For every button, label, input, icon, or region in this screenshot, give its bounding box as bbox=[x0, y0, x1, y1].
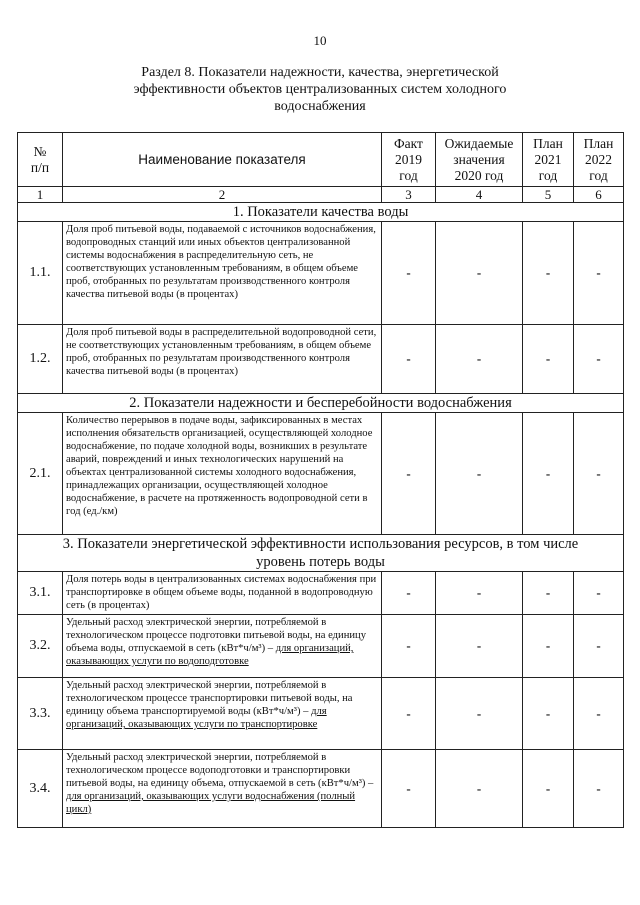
section-3-title-line2: уровень потерь воды bbox=[256, 554, 385, 570]
table-row bbox=[18, 222, 624, 325]
header-plan-2022 bbox=[574, 133, 624, 187]
section-3-title bbox=[18, 535, 624, 572]
indicator-text-main: Удельный расход электрической энергии, потребляемой в технологическом процессе подготовки питьевой воды, на единицу объема воды, отпускаемой в сеть (кВт*ч/м³) – bbox=[66, 617, 367, 654]
header-plan21-line2: 2021 bbox=[534, 151, 562, 167]
indicator-text-underlined: для организаций, оказывающих услуги по водоподготовке bbox=[66, 643, 354, 667]
header-plan21-line1: План bbox=[533, 135, 563, 151]
heading-line-1: Раздел 8. Показатели надежности, качества, энергетической bbox=[141, 65, 499, 80]
indicator-text: Количество перерывов в подаче воды, зафиксированных в местах исполнения обязательств организацией, осуществляющей холодное водоснабжение, по подаче холодной воды, возникших в результате аварий, повреждений и иных технологических нарушений на объектах централизованной системы холодного водоснабжения, принадлежащих организации, осуществляющей холодное водоснабжение, в расчете на протяженность водопроводной сети в год (ед./км) bbox=[63, 413, 382, 535]
header-expected-line1: Ожидаемые bbox=[444, 135, 514, 151]
header-plan22-line2: 2022 bbox=[585, 151, 612, 167]
value-plan-2022: - bbox=[574, 678, 624, 750]
value-expected-2020: - bbox=[436, 325, 523, 394]
value-plan-2022: - bbox=[574, 413, 624, 535]
row-number: 1.1. bbox=[18, 222, 63, 325]
value-fact-2019: - bbox=[382, 222, 436, 325]
section-1-title: 1. Показатели качества воды bbox=[18, 203, 624, 222]
column-number: 3 bbox=[382, 187, 436, 203]
section-2-row bbox=[18, 394, 624, 413]
table-row bbox=[18, 750, 624, 828]
indicator-text bbox=[63, 678, 382, 750]
section-2-title: 2. Показатели надежности и бесперебойности водоснабжения bbox=[18, 394, 624, 413]
value-plan-2021: - bbox=[523, 678, 574, 750]
heading-line-2: эффективности объектов централизованных систем холодного bbox=[133, 82, 507, 97]
indicators-table bbox=[17, 132, 624, 828]
section-3-row bbox=[18, 535, 624, 572]
indicator-text: Доля проб питьевой воды, подаваемой с источников водоснабжения, водопроводных станций или иных объектов централизованной системы водоснабжения в распределительную сеть, не соответствующих установленным требованиям, в общем объеме проб, отобранных по результатам производственного контроля качества питьевой воды (в процентах) bbox=[63, 222, 382, 325]
header-num-line1: № bbox=[33, 143, 47, 159]
table-row bbox=[18, 572, 624, 615]
value-plan-2022: - bbox=[574, 222, 624, 325]
table-row bbox=[18, 678, 624, 750]
indicator-text-main: Удельный расход электрической энергии, потребляемой в технологическом процессе транспортировки питьевой воды, на единицу объема транспортируемой воды (кВт*ч/м³) – bbox=[66, 680, 353, 717]
header-num bbox=[18, 133, 63, 187]
column-number: 4 bbox=[436, 187, 523, 203]
value-expected-2020: - bbox=[436, 222, 523, 325]
table-row bbox=[18, 615, 624, 678]
column-number: 2 bbox=[63, 187, 382, 203]
value-fact-2019: - bbox=[382, 615, 436, 678]
value-plan-2021: - bbox=[523, 750, 574, 828]
column-number: 1 bbox=[18, 187, 63, 203]
indicator-text-underlined: для организаций, оказывающих услуги по транспортировке bbox=[66, 706, 327, 730]
row-number: 2.1. bbox=[18, 413, 63, 535]
value-plan-2021: - bbox=[523, 325, 574, 394]
indicator-text bbox=[63, 615, 382, 678]
row-number: 3.1. bbox=[18, 572, 63, 615]
value-expected-2020: - bbox=[436, 413, 523, 535]
column-number: 5 bbox=[523, 187, 574, 203]
indicator-text-underlined: для организаций, оказывающих услуги водоснабжения (полный цикл) bbox=[66, 791, 356, 815]
header-fact-line1: Факт bbox=[394, 135, 423, 151]
value-plan-2022: - bbox=[574, 325, 624, 394]
column-number: 6 bbox=[574, 187, 624, 203]
section-1-row bbox=[18, 203, 624, 222]
header-num-line2: п/п bbox=[30, 159, 50, 175]
header-plan22-line1: План bbox=[583, 135, 614, 151]
value-expected-2020: - bbox=[436, 572, 523, 615]
row-number: 3.3. bbox=[18, 678, 63, 750]
value-plan-2022: - bbox=[574, 615, 624, 678]
header-fact-2019 bbox=[382, 133, 436, 187]
indicator-text-main: Удельный расход электрической энергии, потребляемой в технологическом процессе водоподготовки и транспортировки питьевой воды, на единицу объема, отпускаемой в сеть (кВт*ч/м³) – bbox=[66, 752, 374, 789]
value-expected-2020: - bbox=[436, 615, 523, 678]
header-plan22-line3: год bbox=[589, 167, 608, 183]
value-fact-2019: - bbox=[382, 325, 436, 394]
indicator-text: Доля проб питьевой воды в распределительной водопроводной сети, не соответствующих установленным требованиям, в общем объеме проб, отобранных по результатам производственного контроля качества питьевой воды (в процентах) bbox=[63, 325, 382, 394]
header-fact-line3: год bbox=[399, 167, 418, 183]
header-expected-line3: 2020 год bbox=[454, 167, 504, 183]
row-number: 1.2. bbox=[18, 325, 63, 394]
row-number: 3.4. bbox=[18, 750, 63, 828]
header-plan21-line3: год bbox=[538, 167, 558, 183]
header-name: Наименование показателя bbox=[63, 133, 382, 187]
value-fact-2019: - bbox=[382, 572, 436, 615]
section-3-title-line1: 3. Показатели энергетической эффективности использования ресурсов, в том числе bbox=[62, 536, 579, 552]
value-plan-2021: - bbox=[523, 413, 574, 535]
page-number: 10 bbox=[313, 33, 327, 48]
section-heading bbox=[60, 64, 580, 115]
value-plan-2021: - bbox=[523, 222, 574, 325]
table-row bbox=[18, 325, 624, 394]
indicator-text bbox=[63, 750, 382, 828]
value-fact-2019: - bbox=[382, 413, 436, 535]
value-plan-2021: - bbox=[523, 572, 574, 615]
value-fact-2019: - bbox=[382, 750, 436, 828]
row-number: 3.2. bbox=[18, 615, 63, 678]
value-fact-2019: - bbox=[382, 678, 436, 750]
header-expected-2020 bbox=[436, 133, 523, 187]
value-expected-2020: - bbox=[436, 678, 523, 750]
header-expected-line2: значения bbox=[453, 151, 505, 167]
value-plan-2022: - bbox=[574, 750, 624, 828]
header-plan-2021 bbox=[523, 133, 574, 187]
heading-line-3: водоснабжения bbox=[274, 99, 366, 114]
value-plan-2021: - bbox=[523, 615, 574, 678]
indicator-text: Доля потерь воды в централизованных системах водоснабжения при транспортировке в общем объеме воды, поданной в водопроводную сеть (в процентах) bbox=[63, 572, 382, 615]
column-number-row bbox=[18, 187, 624, 203]
table-header-row bbox=[18, 133, 624, 187]
value-expected-2020: - bbox=[436, 750, 523, 828]
value-plan-2022: - bbox=[574, 572, 624, 615]
table-row bbox=[18, 413, 624, 535]
header-fact-line2: 2019 bbox=[395, 151, 422, 167]
